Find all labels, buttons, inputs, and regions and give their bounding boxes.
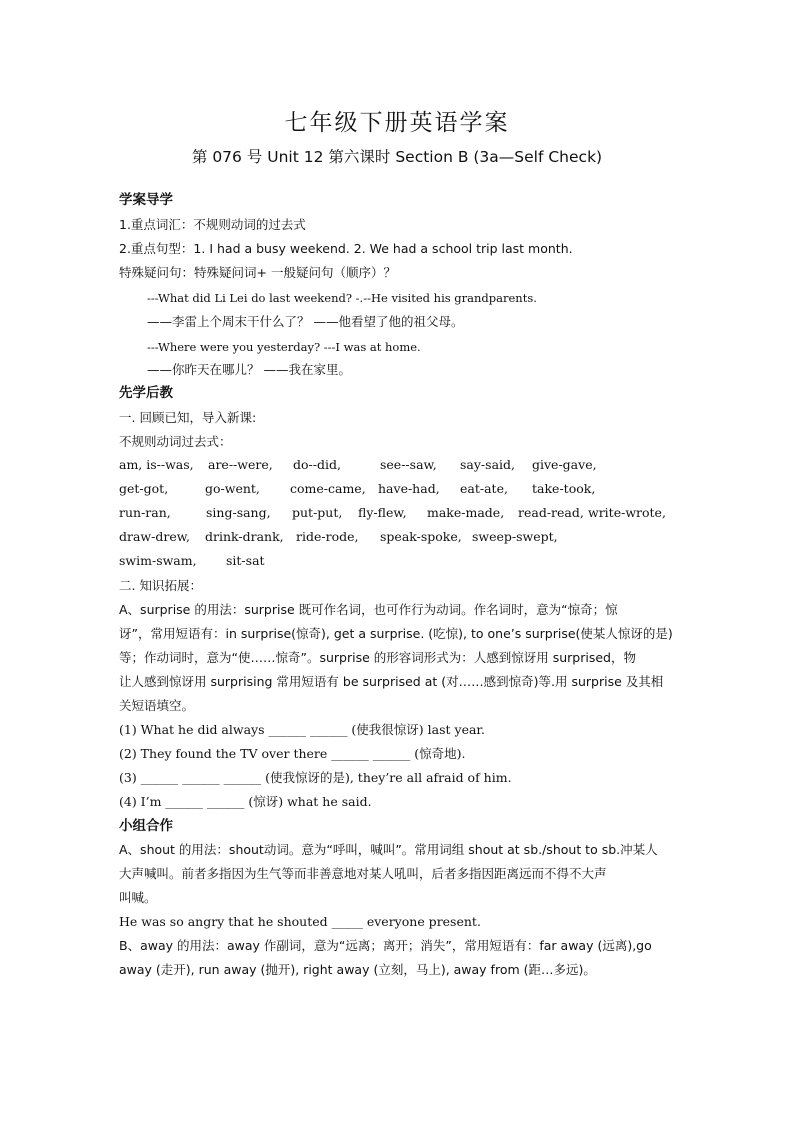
part-knowledge-expansion: 二. 知识拓展： bbox=[119, 578, 202, 593]
shout-example: He was so angry that he shouted _____ everyone present. bbox=[119, 914, 481, 929]
surprise-usage-line-4: 让人感到惊讶用 surprising 常用短语有 be surprised at (对……感到惊奇)等.用 surprise 及其相 bbox=[119, 674, 664, 689]
surprise-usage-line-1: A、surprise 的用法：surprise 既可作名词，也可作行为动词。作名词时，意为“惊奇；惊 bbox=[119, 602, 618, 617]
page-subtitle: 第 076 号 Unit 12 第六课时 Section B (3a—Self Check) bbox=[191, 148, 603, 166]
verb-pair: take-took, bbox=[532, 481, 596, 496]
irregular-verbs-title: 不规则动词过去式： bbox=[119, 434, 232, 449]
verb-pair: am, is--was, bbox=[119, 457, 194, 472]
verb-pair: come-came, bbox=[290, 481, 366, 496]
fill-blank-question-4: (4) I’m ______ ______ (惊讶) what he said. bbox=[119, 794, 372, 809]
fill-blank-question-1: (1) What he did always ______ ______ (使我很惊讶) last year. bbox=[119, 722, 485, 737]
key-vocabulary: 1.重点词汇：不规则动词的过去式 bbox=[119, 217, 306, 232]
verb-pair: swim-swam, bbox=[119, 553, 197, 568]
verb-pair: draw-drew, bbox=[119, 529, 190, 544]
fill-blank-question-2: (2) They found the TV over there ______ ______ (惊奇地). bbox=[119, 746, 466, 761]
part-review: 一. 回顾已知，导入新课: bbox=[119, 410, 257, 425]
verb-pair: drink-drank, bbox=[205, 529, 284, 544]
section-heading-guide: 学案导学 bbox=[119, 192, 173, 208]
verb-pair: see--saw, bbox=[380, 457, 437, 472]
surprise-usage-line-5: 关短语填空。 bbox=[119, 698, 195, 713]
example-1-chinese: ——李雷上个周末干什么了？ ——他看望了他的祖父母。 bbox=[147, 314, 464, 329]
verb-pair: sweep-swept, bbox=[472, 529, 558, 544]
away-usage-line-2: away (走开), run away (抛开), right away (立刻，马上), away from (距…多远)。 bbox=[119, 962, 596, 977]
surprise-usage-line-3: 等；作动词时，意为“使……惊奇”。surprise 的形容词形式为：人感到惊讶用 surprised，物 bbox=[119, 650, 636, 665]
verb-pair: ride-rode, bbox=[296, 529, 359, 544]
page-title: 七年级下册英语学案 bbox=[284, 110, 510, 136]
verb-pair: go-went, bbox=[205, 481, 260, 496]
away-usage-line-1: B、away 的用法：away 作副词，意为“远离；离开；消失”，常用短语有：far away (远离),go bbox=[119, 938, 652, 953]
shout-usage-line-2: 大声喊叫。前者多指因为生气等而非善意地对某人吼叫，后者多指因距离远而不得不大声 bbox=[119, 866, 607, 881]
verb-pair: sing-sang, bbox=[206, 505, 271, 520]
verb-pair: make-made, bbox=[427, 505, 505, 520]
verb-pair: get-got, bbox=[119, 481, 169, 496]
section-heading-preview: 先学后教 bbox=[119, 385, 173, 401]
example-2-english: ---Where were you yesterday? ---I was at home. bbox=[147, 340, 421, 354]
verb-pair: sit-sat bbox=[226, 553, 265, 568]
surprise-usage-line-2: 讶”，常用短语有：in surprise(惊奇), get a surprise. (吃惊), to one’s surprise(使某人惊讶的是) bbox=[119, 626, 673, 641]
verb-pair: fly-flew, bbox=[358, 505, 407, 520]
example-2-chinese: ——你昨天在哪儿？ ——我在家里。 bbox=[147, 362, 351, 377]
example-1-english: ---What did Li Lei do last weekend? -.--He visited his grandparents. bbox=[147, 291, 537, 305]
verb-pair: say-said, bbox=[460, 457, 515, 472]
verb-pair: put-put, bbox=[292, 505, 343, 520]
verb-pair: write-wrote, bbox=[588, 505, 666, 520]
key-sentences: 2.重点句型：1. I had a busy weekend. 2. We had a school trip last month. bbox=[119, 241, 573, 256]
verb-pair: speak-spoke, bbox=[380, 529, 462, 544]
verb-pair: are--were, bbox=[208, 457, 273, 472]
shout-usage-line-3: 叫喊。 bbox=[119, 890, 157, 905]
special-question-rule: 特殊疑问句：特殊疑问词+ 一般疑问句（顺序）？ bbox=[119, 265, 396, 280]
verb-pair: have-had, bbox=[378, 481, 440, 496]
verb-pair: do--did, bbox=[293, 457, 341, 472]
verb-pair: eat-ate, bbox=[460, 481, 508, 496]
verb-pair: run-ran, bbox=[119, 505, 171, 520]
section-heading-group-work: 小组合作 bbox=[119, 818, 173, 834]
verb-pair: read-read, bbox=[518, 505, 584, 520]
fill-blank-question-3: (3) ______ ______ ______ (使我惊讶的是), they’re all afraid of him. bbox=[119, 770, 512, 785]
shout-usage-line-1: A、shout 的用法：shout动词。意为“呼叫，喊叫”。常用词组 shout at sb./shout to sb.冲某人 bbox=[119, 842, 658, 857]
verb-pair: give-gave, bbox=[532, 457, 597, 472]
